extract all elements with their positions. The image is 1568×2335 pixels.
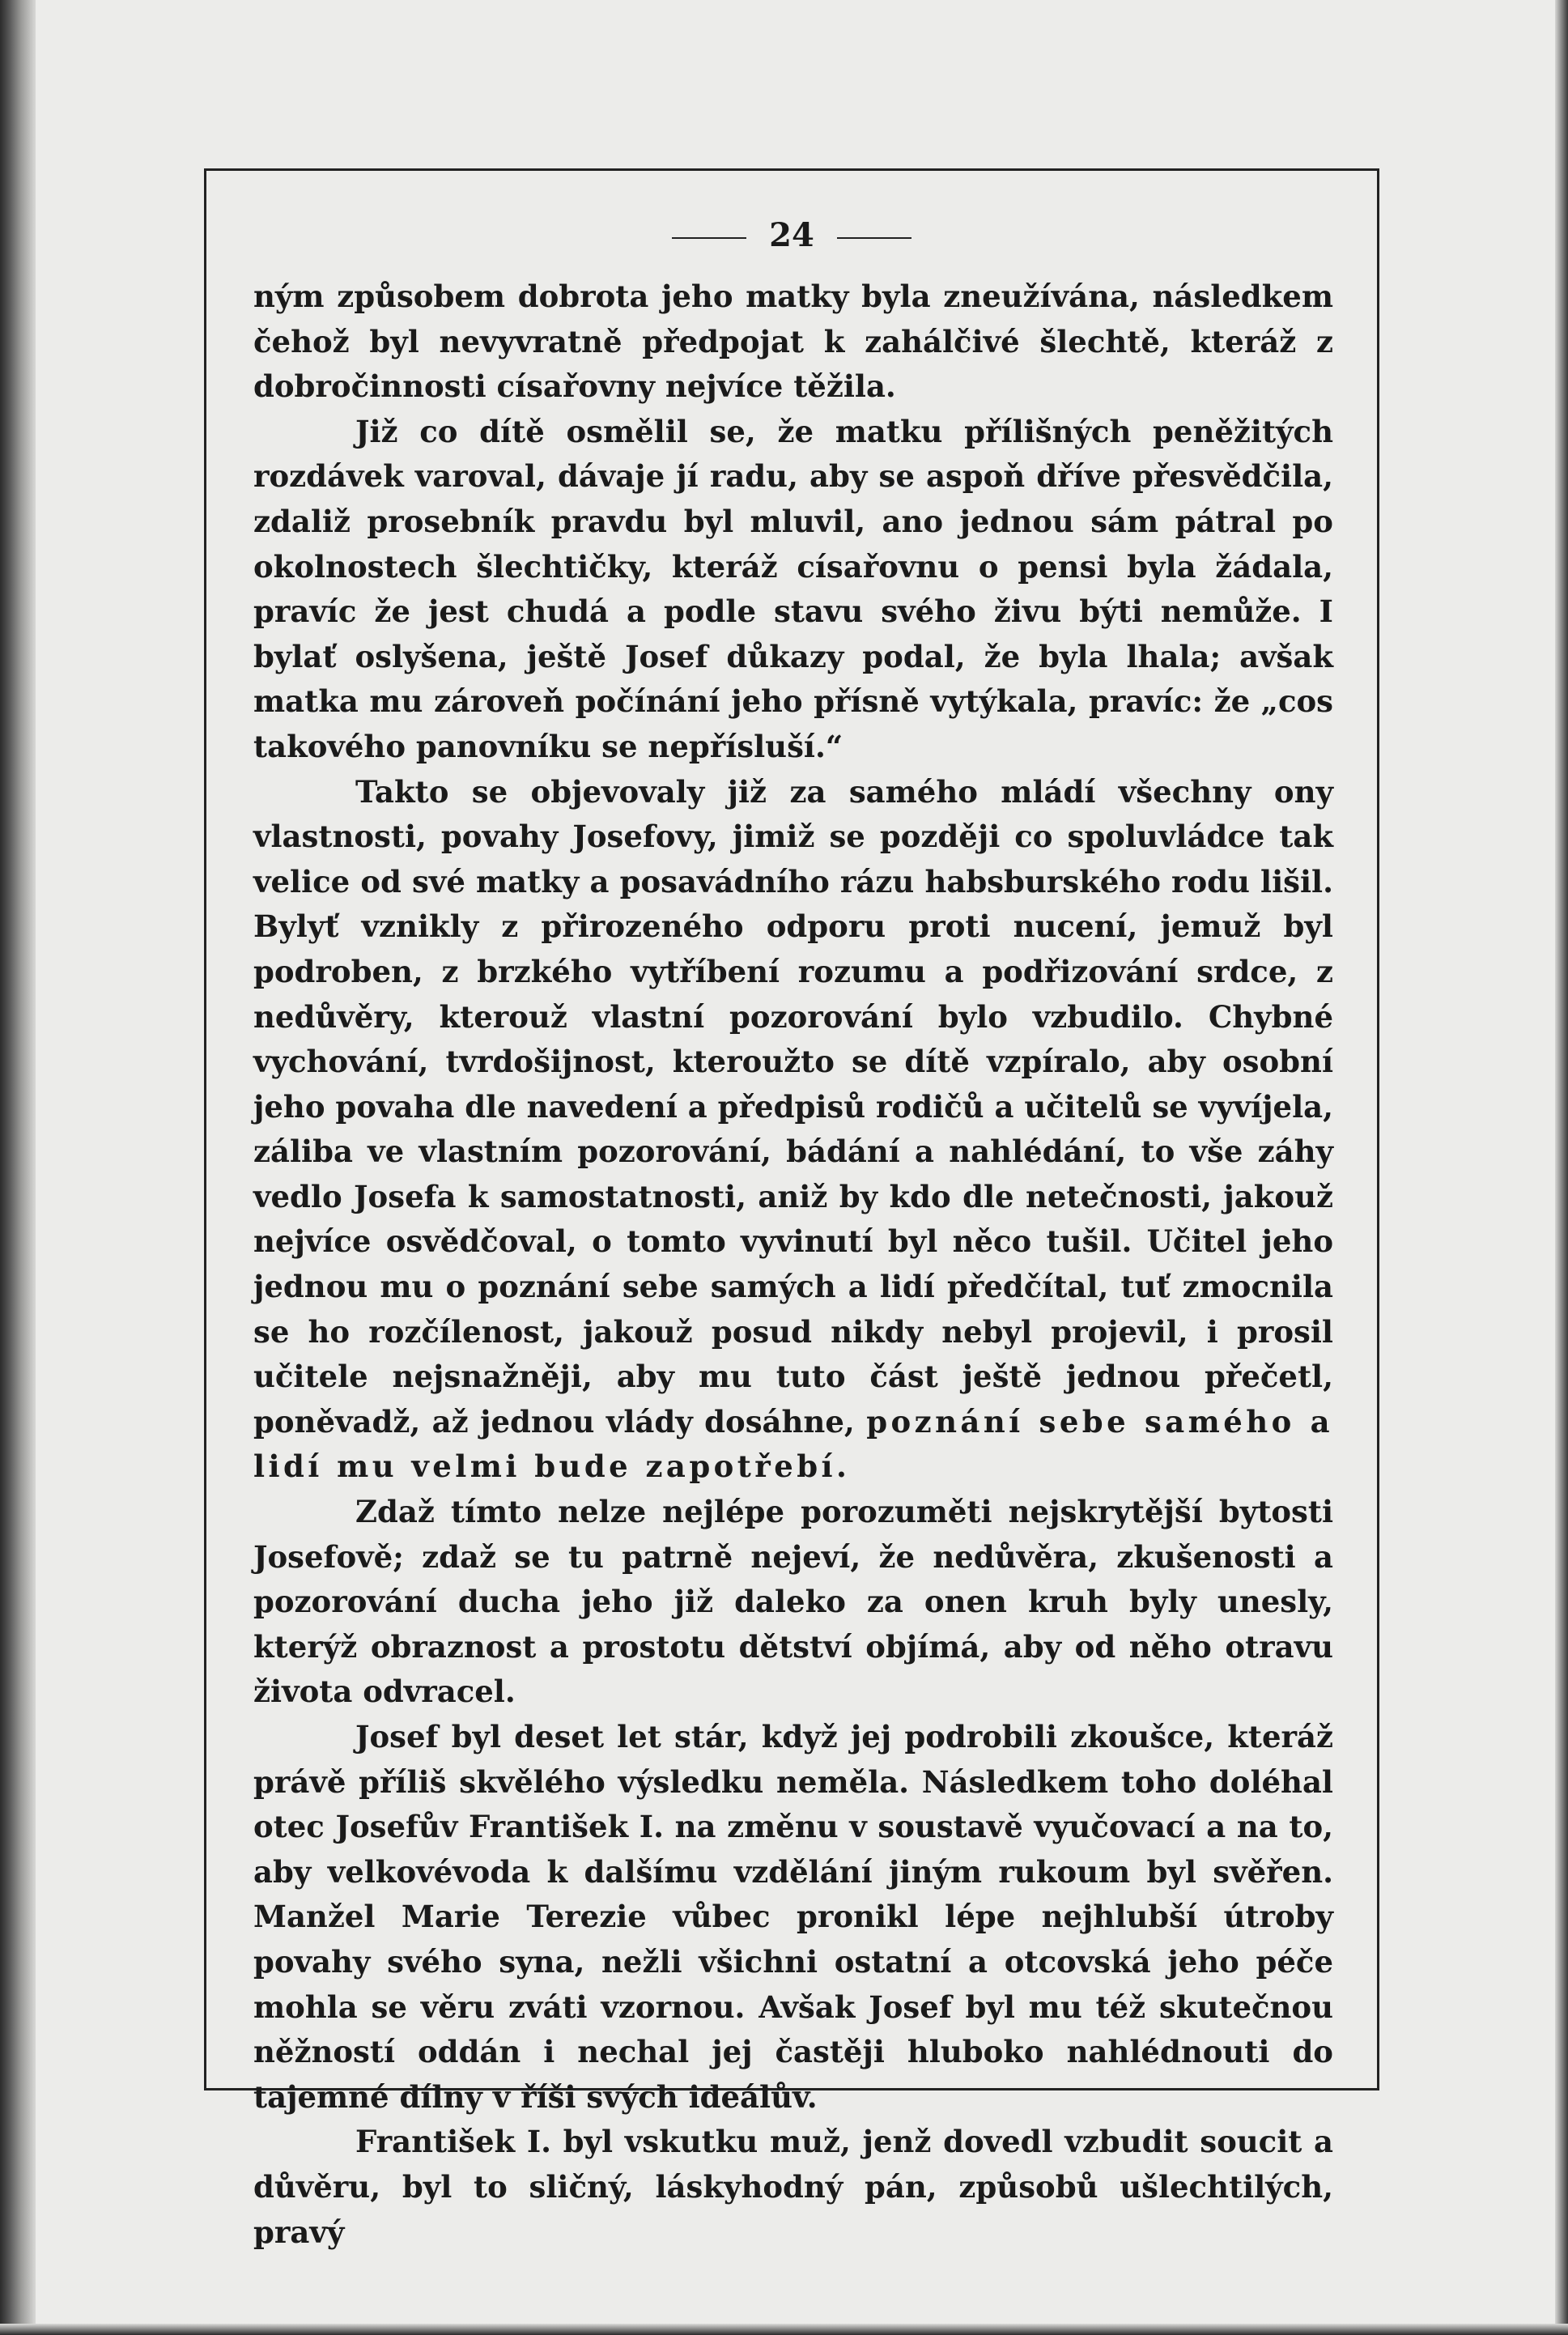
page-frame [204,168,1379,2250]
paragraph-2-emphasis: poznání sebe samého a lidí mu velmi bude zapotřebí. [253,1403,1333,1485]
paragraph-4: Josef byl deset let stár, když jej podrobili zkoušce, kteráž právě příliš skvělého výsledku neměla. Následkem toho doléhal otec Josefův František I. na změnu v soustavě vyučovací a na to, aby velkovévoda k dalšímu vzdělání jiným rukoum byl svěřen. Manžel Marie Terezie vůbec pronikl lépe nejhlubší útroby povahy svého syna, nežli všichni ostatní a otcovská jeho péče mohla se věru zváti vzornou. Avšak Josef byl mu též skutečnou něžností oddán i nechal jej častěji hluboko nahlédnouti do tajemné dílny v říši svých ideálův. [253,1719,1333,2115]
paragraph-5: František I. byl vskutku muž, jenž dovedl vzbudit soucit a důvěru, byl to sličný, láskyhodný pán, způsobů ušlechtilých, pravý [253,2124,1333,2250]
page-number-header [206,216,1377,255]
paragraph-2-text: Takto se objevovaly již za samého mládí všechny ony vlastnosti, povahy Josefovy, jimiž se později co spoluvládce tak velice od své matky a posavádního rázu habsburského rodu lišil. Bylyť vznikly z přirozeného odporu proti nucení, jemuž byl podroben, z brzkého vytříbení rozumu a podřizování srdce, z nedůvěry, kterouž vlastní pozorování bylo vzbudilo. Chybné vychování, tvrdošijnost, kteroužto se dítě vzpíralo, aby osobní jeho povaha dle navedení a předpisů rodičů a učitelů se vyvíjela, záliba ve vlastním pozorování, bádání a nahlédání, to vše záhy vedlo Josefa k samostatnosti, aniž by kdo dle netečnosti, jakouž nejvíce osvědčoval, o tomto vyvinutí byl něco tušil. Učitel jeho jednou mu o poznání sebe samých a lidí předčítal, tuť zmocnila se ho rozčílenost, jakouž posud nikdy nebyl projevil, i prosil učitele nejsnažněji, aby mu tuto část ještě jednou přečetl, poněvadž, až jednou vlády dosáhne, [253,773,1333,1440]
body-text [253,274,1333,2255]
paragraph-3: Zdaž tímto nelze nejlépe porozuměti nejskrytější bytosti Josefově; zdaž se tu patrně nejeví, že nedůvěra, zkušenosti a pozorování ducha jeho již daleko za onen kruh byly unesly, kterýž obraznost a prostotu dětství objímá, aby od něho otravu života odvracel. [253,1494,1333,1710]
paragraph-1: Již co dítě osmělil se, že matku přílišných peněžitých rozdávek varoval, dávaje jí radu, aby se aspoň dříve přesvědčila, zdaliž prosebník pravdu byl mluvil, ano jednou sám pátral po okolnostech šlechtičky, kteráž císařovnu o pensi byla žádala, pravíc že jest chudá a podle stavu svého živu býti nemůže. I bylať oslyšena, ještě Josef důkazy podal, že byla lhala; avšak matka mu zároveň počínání jeho přísně vytýkala, pravíc: že „cos takového panovníku se nepřísluší.“ [253,413,1333,764]
book-binding-edge [0,0,36,2335]
paragraph-continuation: ným způsobem dobrota jeho matky byla zneužívána, následkem čehož byl nevyvratně předpojat k zahálčivé šlechtě, kteráž z dobročinnosti císařovny nejvíce těžila. [253,279,1333,405]
page-bottom-edge [0,2324,1568,2335]
page-number: 24 [769,216,814,254]
header-rule-left [672,237,746,239]
paragraph-2 [253,770,1333,1491]
header-rule-right [837,237,911,239]
page-right-edge [1555,0,1568,2335]
